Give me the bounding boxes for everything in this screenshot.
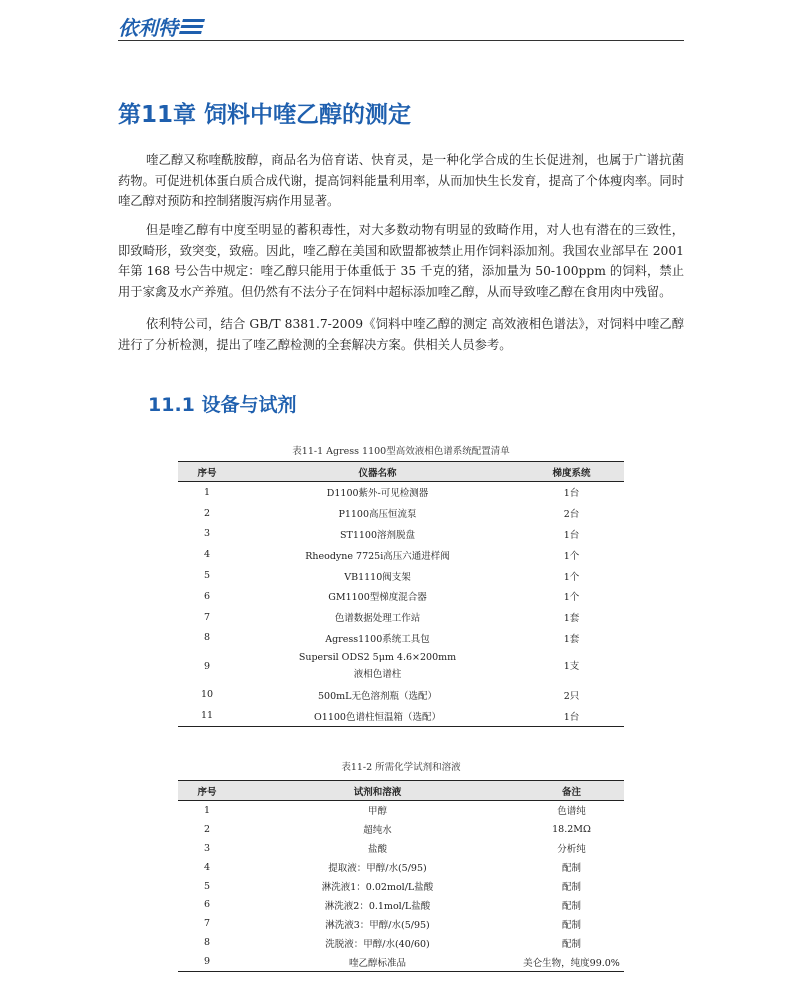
table-cell: 8 bbox=[203, 632, 211, 644]
column-type: 液相色谱柱 bbox=[353, 669, 402, 681]
logo-bars-icon bbox=[179, 19, 205, 34]
table1-caption: 表11-1 Agress 1100型高效液相色谱系统配置清单 bbox=[292, 446, 510, 457]
table-cell: 1 bbox=[203, 486, 211, 498]
equipment-table bbox=[178, 461, 624, 727]
table-cell: 9 bbox=[178, 952, 236, 971]
table-cell: 1套 bbox=[563, 633, 580, 645]
column-header: 梯度系统 bbox=[519, 462, 624, 482]
table-cell: 色谱纯 bbox=[557, 806, 586, 818]
table-cell: 5 bbox=[203, 880, 211, 892]
table-cell: 2 bbox=[203, 823, 211, 835]
table-cell: 8 bbox=[203, 937, 211, 949]
company-logo bbox=[118, 12, 203, 41]
table2-caption: 表11-2 所需化学试剂和溶液 bbox=[341, 762, 461, 773]
column-header: 试剂和溶液 bbox=[236, 781, 519, 801]
table-cell: 配制 bbox=[561, 919, 581, 931]
table-header-row bbox=[178, 462, 624, 482]
table-cell bbox=[236, 648, 519, 684]
table-row bbox=[178, 952, 624, 971]
table-cell: 配制 bbox=[561, 863, 581, 875]
table-row bbox=[178, 933, 624, 952]
table-row bbox=[178, 586, 624, 607]
table-cell: 1个 bbox=[563, 550, 580, 562]
table-cell: O1100色谱柱恒温箱（选配） bbox=[236, 705, 519, 726]
table-cell: 提取液：甲醇/水(5/95) bbox=[328, 863, 427, 875]
table-cell: 淋洗液2：0.1mol/L盐酸 bbox=[324, 900, 431, 912]
table-cell: 18.2MΩ bbox=[552, 823, 591, 835]
table-row bbox=[178, 607, 624, 628]
table-cell: 美仑生物，纯度99.0% bbox=[519, 952, 624, 971]
table-row bbox=[178, 877, 624, 896]
table-row bbox=[178, 705, 624, 726]
table-row bbox=[178, 684, 624, 705]
table-cell: 1个 bbox=[563, 592, 580, 604]
chapter-title: 第11章 饲料中喹乙醇的测定 bbox=[118, 102, 412, 128]
column-header: 仪器名称 bbox=[236, 462, 519, 482]
table-row bbox=[178, 503, 624, 524]
table-cell: 洗脱液：甲醇/水(40/60) bbox=[325, 938, 430, 950]
table-cell: 2台 bbox=[563, 509, 580, 521]
table-cell: 2 bbox=[203, 507, 211, 519]
table-cell: 1 bbox=[203, 804, 211, 816]
table-cell: 淋洗液1：0.02mol/L盐酸 bbox=[321, 882, 434, 893]
table-cell: 1台 bbox=[563, 488, 580, 500]
intro-paragraph: 喹乙醇又称喹酰胺醇，商品名为倍育诺、快育灵，是一种化学合成的生长促进剂，也属于广谱抗菌药物。可促进机体蛋白质合成代谢，提高饲料能量利用率，从而加快生长发育，提高了个体瘦肉率。同时喹乙醇对预防和控制猪腹泻病作用显著。 bbox=[118, 153, 684, 209]
column-header: 序号 bbox=[178, 462, 236, 482]
table-cell: 7 bbox=[203, 918, 211, 930]
table-row bbox=[178, 628, 624, 649]
table-cell: 喹乙醇标准品 bbox=[236, 952, 519, 971]
table-cell: Agress1100系统工具包 bbox=[325, 633, 430, 645]
table-cell: 3 bbox=[203, 528, 211, 540]
table-cell: 色谱数据处理工作站 bbox=[334, 613, 421, 625]
section-title: 11.1 设备与试剂 bbox=[148, 394, 297, 416]
table-cell: 10 bbox=[200, 689, 214, 701]
table-cell: 配制 bbox=[561, 882, 581, 893]
table-cell: 9 bbox=[203, 660, 211, 672]
table-cell: 1个 bbox=[563, 571, 580, 583]
table-header-row bbox=[178, 781, 624, 801]
table-cell: 1支 bbox=[563, 660, 580, 672]
table-cell: 500mL无色溶剂瓶（选配） bbox=[318, 690, 437, 702]
table-cell: 盐酸 bbox=[367, 844, 387, 856]
table-cell: 6 bbox=[203, 590, 211, 602]
table-cell: 7 bbox=[203, 611, 211, 623]
column-header: 备注 bbox=[519, 781, 624, 801]
table-row bbox=[178, 648, 624, 684]
table-row bbox=[178, 565, 624, 586]
table-cell: 4 bbox=[203, 549, 211, 561]
table-row bbox=[178, 544, 624, 565]
table-cell: ST1100溶剂脱盘 bbox=[339, 529, 416, 541]
solution-paragraph: 依利特公司，结合 GB/T 8381.7-2009《饲料中喹乙醇的测定 高效液相色谱法》，对饲料中喹乙醇进行了分析检测，提出了喹乙醇检测的全套解决方案。供相关人员参考。 bbox=[118, 317, 684, 352]
column-spec: Supersil ODS2 5μm 4.6×200mm bbox=[298, 652, 457, 664]
column-header: 序号 bbox=[178, 781, 236, 801]
table-cell: GM1100型梯度混合器 bbox=[328, 592, 427, 604]
table-cell: 配制 bbox=[561, 900, 581, 912]
table-cell: Rheodyne 7725i高压六通进样阀 bbox=[305, 550, 450, 562]
table-cell: 1台 bbox=[519, 705, 624, 726]
table-cell: 1套 bbox=[563, 613, 580, 625]
table-row bbox=[178, 839, 624, 858]
table-row bbox=[178, 858, 624, 877]
table-cell: 淋洗液3：甲醇/水(5/95) bbox=[325, 919, 430, 931]
table-row bbox=[178, 914, 624, 933]
toxicity-paragraph: 但是喹乙醇有中度至明显的蓄积毒性，对大多数动物有明显的致畸作用，对人也有潜在的三致性，即致畸形，致突变，致癌。因此，喹乙醇在美国和欧盟都被禁止用作饲料添加剂。我国农业部早在 2001 年第 168 号公告中规定：喹乙醇只能用于体重低于 35 千克的猪，添加量为 50-100ppm 的饲料，禁止用于家禽及水产养殖。但仍然有不法分子在饲料中超标添加喹乙醇，从而导致喹乙醇在食用肉中残留。 bbox=[118, 223, 684, 299]
table-row bbox=[178, 895, 624, 914]
table-row bbox=[178, 482, 624, 503]
table-cell: 分析纯 bbox=[557, 844, 586, 856]
table-cell: 11 bbox=[178, 705, 236, 726]
table-cell: 1台 bbox=[563, 529, 580, 541]
table-cell: 4 bbox=[203, 861, 211, 873]
reagents-table bbox=[178, 780, 624, 972]
table-cell: D1100紫外-可见检测器 bbox=[326, 488, 429, 500]
table-cell: VB1110阀支架 bbox=[344, 571, 411, 583]
table-cell: P1100高压恒流泵 bbox=[338, 509, 417, 521]
logo-text: 依利特 bbox=[118, 16, 178, 40]
table-row bbox=[178, 524, 624, 545]
table-cell: 配制 bbox=[561, 938, 581, 950]
table-cell: 5 bbox=[203, 570, 211, 582]
page-header bbox=[118, 10, 684, 41]
table-cell: 6 bbox=[203, 899, 211, 911]
table-cell: 超纯水 bbox=[363, 825, 392, 837]
table-row bbox=[178, 801, 624, 820]
table-row bbox=[178, 820, 624, 839]
table-cell: 3 bbox=[203, 842, 211, 854]
table-cell: 甲醇 bbox=[367, 806, 387, 818]
table-cell: 2只 bbox=[563, 690, 580, 702]
